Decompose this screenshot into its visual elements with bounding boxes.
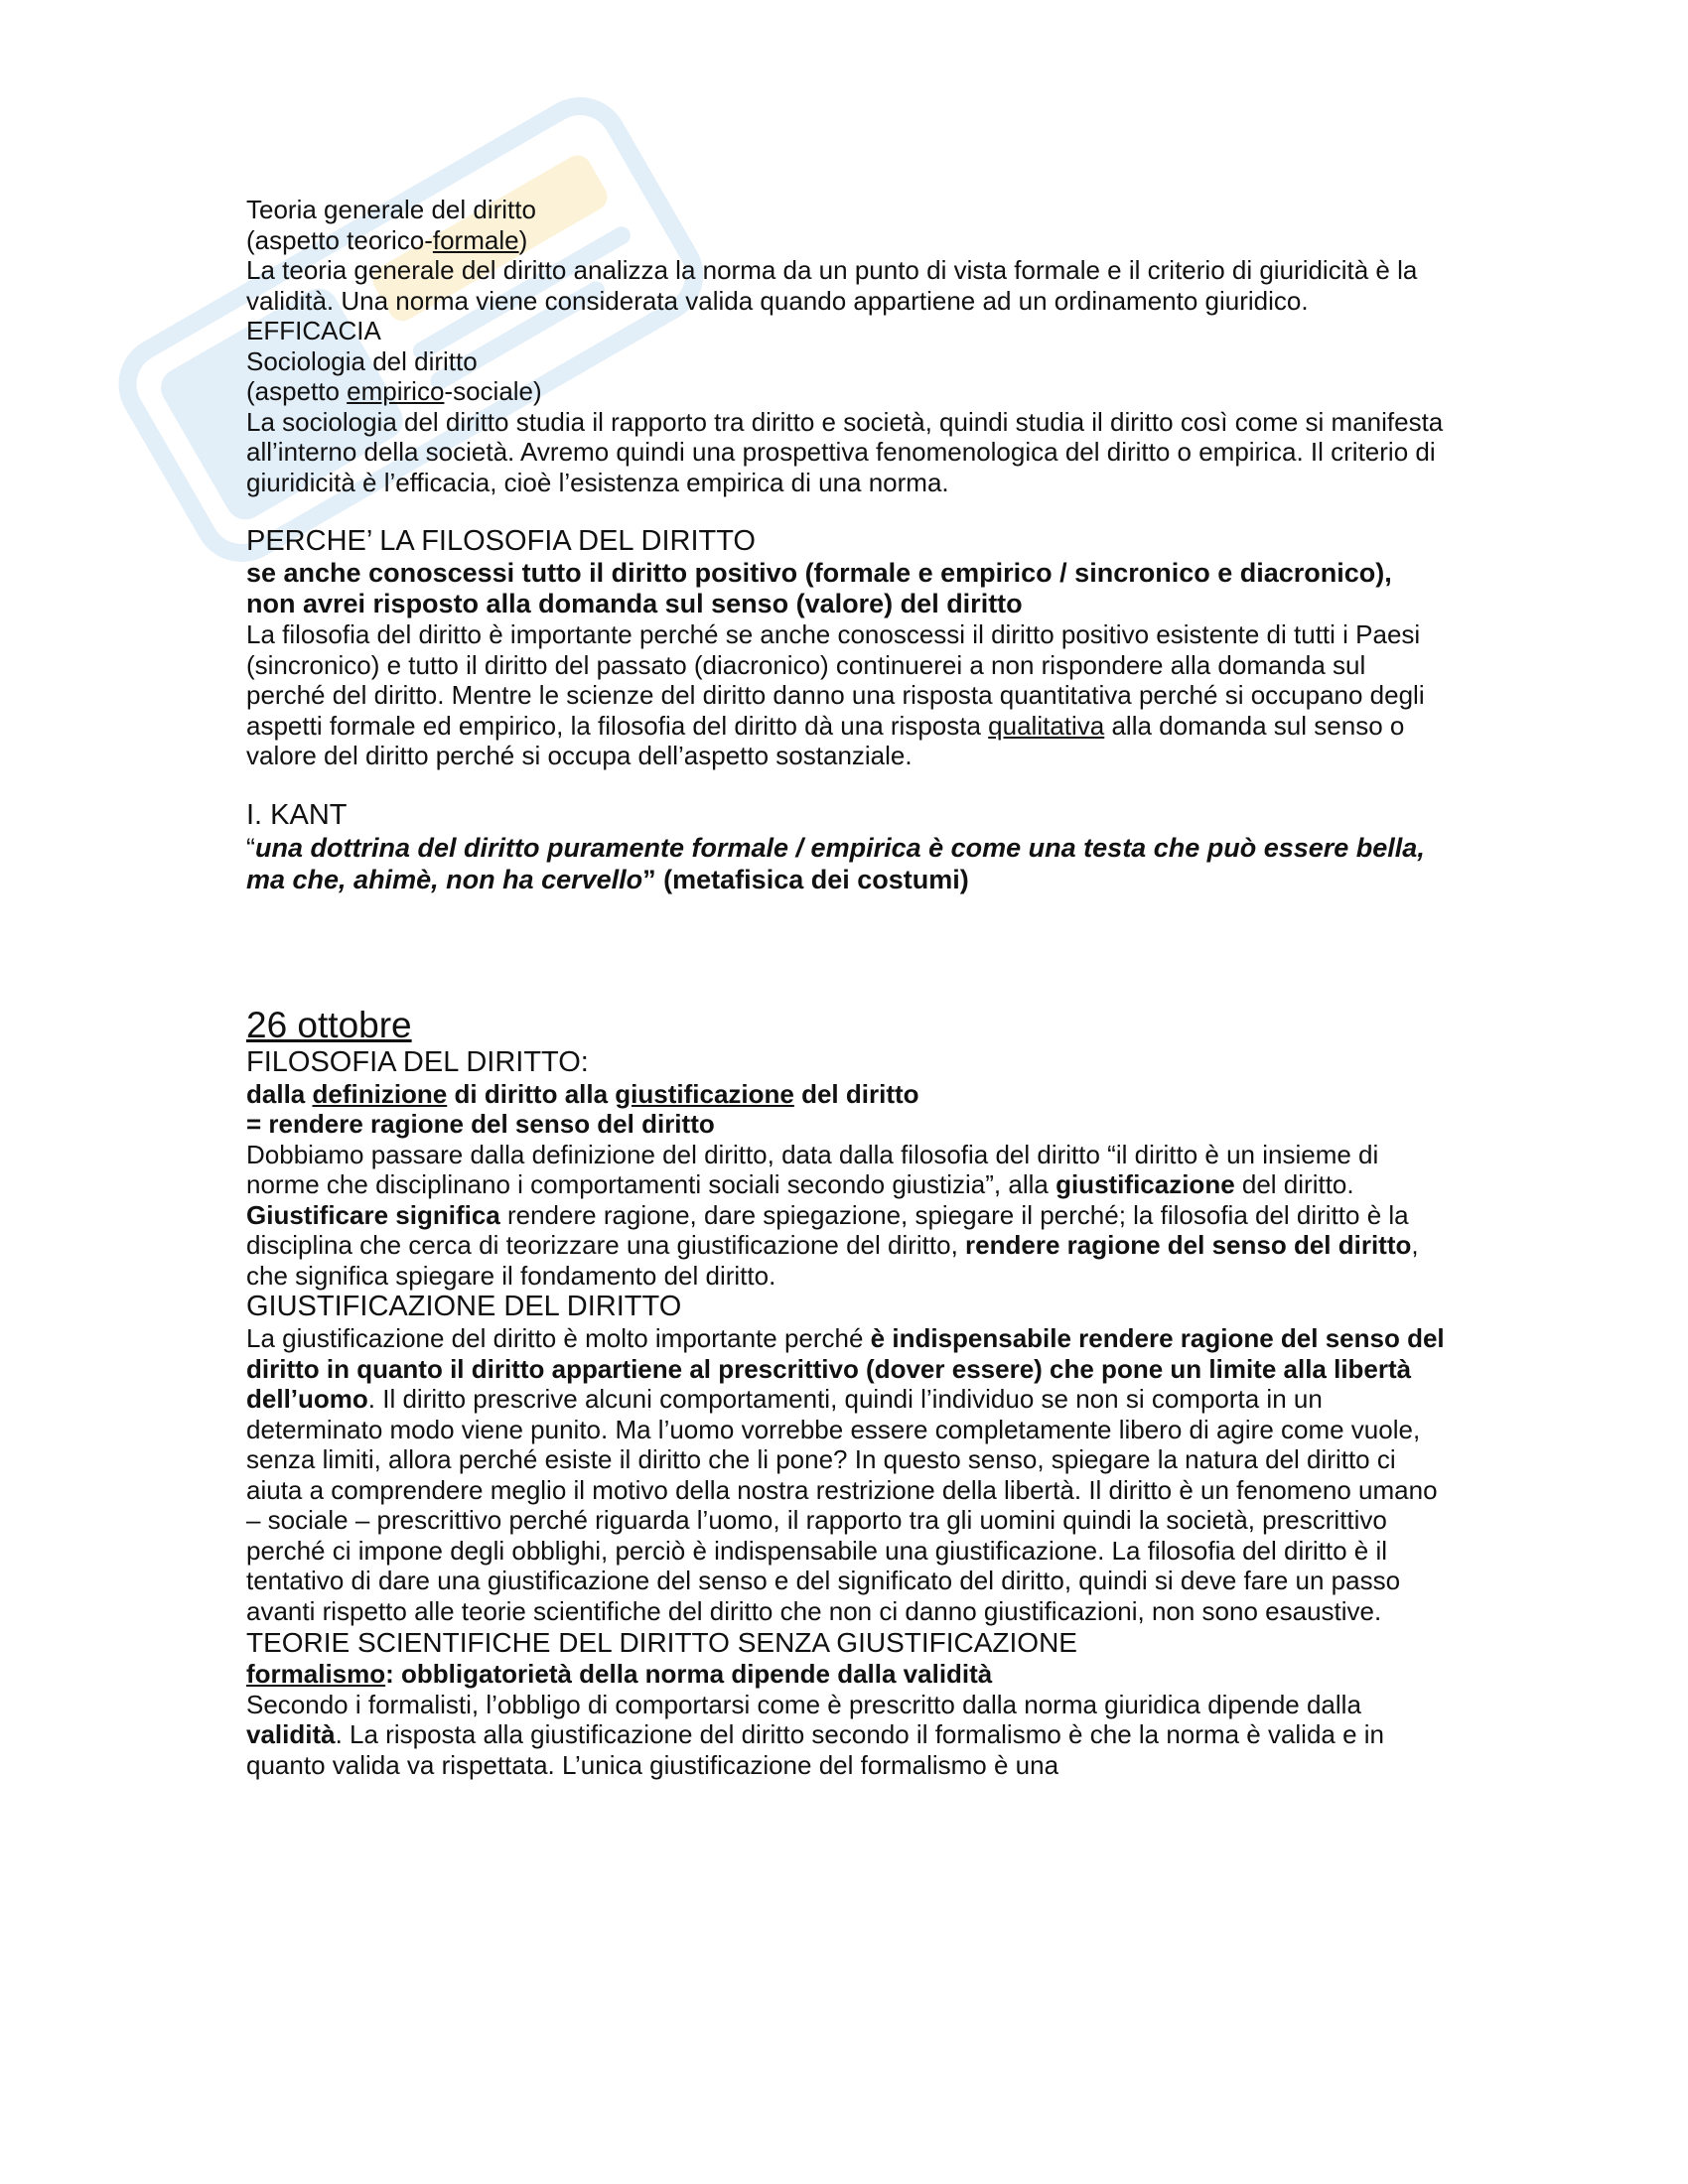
heading-giustificazione: GIUSTIFICAZIONE DEL DIRITTO — [246, 1291, 682, 1322]
paragraph-sociologia: La sociologia del diritto studia il rapporto tra diritto e società, quindi studia il diritto così come si manifesta all’interno della società. Avremo quindi una prospettiva fenomenologica del diritto o empirica. Il criterio di giuridicità è l’efficacia, cioè l’esistenza empirica di una norma. — [246, 406, 1444, 497]
paragraph-giustificazione-intro: Dobbiamo passare dalla definizione del diritto, data dalla filosofia del diritto “il diritto è un insieme di norme che disciplinano i comportamenti sociali secondo giustizia”, alla giustificazione del diritto. Giustificare significa rendere ragione, dare spiegazione, spiegare il perché; la filosofia del diritto è la disciplina che cerca di teorizzare una giustificazione del diritto, rendere ragione del senso del diritto, che significa spiegare il fondamento del diritto. — [246, 1139, 1419, 1291]
paragraph-formalismo: Secondo i formalisti, l’obbligo di comportarsi come è prescritto dalla norma giuridica dipende dalla validità. La risposta alla giustificazione del diritto secondo il formalismo è che la norma è valida e in quanto valida va rispettata. L’unica giustificazione del formalismo è una — [246, 1689, 1385, 1780]
section-title-teoria: Teoria generale del diritto — [246, 195, 536, 224]
heading-perche: PERCHE’ LA FILOSOFIA DEL DIRITTO — [246, 525, 756, 557]
date-heading: 26 ottobre — [246, 1004, 412, 1045]
heading-filosofia: FILOSOFIA DEL DIRITTO: — [246, 1045, 589, 1078]
section-subtitle-sociologia: (aspetto empirico-sociale) — [246, 376, 542, 406]
heading-kant: I. KANT — [246, 798, 348, 831]
label-efficacia: EFFICACIA — [246, 316, 381, 345]
subtitle-formalismo: formalismo: obbligatorietà della norma dipende dalla validità — [246, 1659, 993, 1689]
section-subtitle-teoria: (aspetto teorico-formale) — [246, 224, 528, 255]
bold-thesis-perche: se anche conoscessi tutto il diritto positivo (formale e empirico / sincronico e diacronico), non avrei risposto alla domanda sul senso (valore) del diritto — [246, 558, 1392, 618]
document-page — [246, 195, 1448, 1780]
heading-teorie-scientifiche: TEORIE SCIENTIFICHE DEL DIRITTO SENZA GIUSTIFICAZIONE — [246, 1627, 1077, 1658]
paragraph-perche: La filosofia del diritto è importante perché se anche conoscessi il diritto positivo esistente di tutti i Paesi (sincronico) e tutto il diritto del passato (diacronico) continuerei a non rispondere alla domanda sul perché del diritto. Mentre le scienze del diritto danno una risposta quantitativa perché si occupano degli aspetti formale ed empirico, la filosofia del diritto dà una risposta qualitativa alla domanda sul senso o valore del diritto perché si occupa dell’aspetto sostanziale. — [246, 619, 1425, 770]
subtitle-rendere-ragione: = rendere ragione del senso del diritto — [246, 1109, 715, 1139]
subtitle-definizione: dalla definizione di diritto alla giustificazione del diritto — [246, 1078, 919, 1109]
paragraph-giustificazione: La giustificazione del diritto è molto importante perché è indispensabile rendere ragione del senso del diritto in quanto il diritto appartiene al prescrittivo (dover essere) che pone un limite alla libertà dell’uomo. Il diritto prescrive alcuni comportamenti, quindi l’individuo se non si comporta in un determinato modo viene punito. Ma l’uomo vorrebbe essere completamente libero di agire come vuole, senza limiti, allora perché esiste il diritto che li pone? In questo senso, spiegare la natura del diritto ci aiuta a comprendere meglio il motivo della nostra restrizione della libertà. Il diritto è un fenomeno umano – sociale – prescrittivo perché riguarda l’uomo, il rapporto tra gli uomini quindi la società, prescrittivo perché ci impone degli obblighi, perciò è indispensabile una giustificazione. La filosofia del diritto è il tentativo di dare una giustificazione del senso e del significato del diritto, quindi si deve fare un passo avanti rispetto alle teorie scientifiche del diritto che non ci danno giustificazioni, non sono esaustive. — [246, 1323, 1445, 1626]
section-title-sociologia: Sociologia del diritto — [246, 345, 478, 376]
paragraph-teoria: La teoria generale del diritto analizza la norma da un punto di vista formale e il criterio di giuridicità è la validità. Una norma viene considerata valida quando appartiene ad un ordinamento giuridico. — [246, 255, 1418, 316]
kant-quote: “una dottrina del diritto puramente formale / empirica è come una testa che può essere bella, ma che, ahimè, non ha cervello” (metafisica dei costumi) — [246, 832, 1425, 894]
